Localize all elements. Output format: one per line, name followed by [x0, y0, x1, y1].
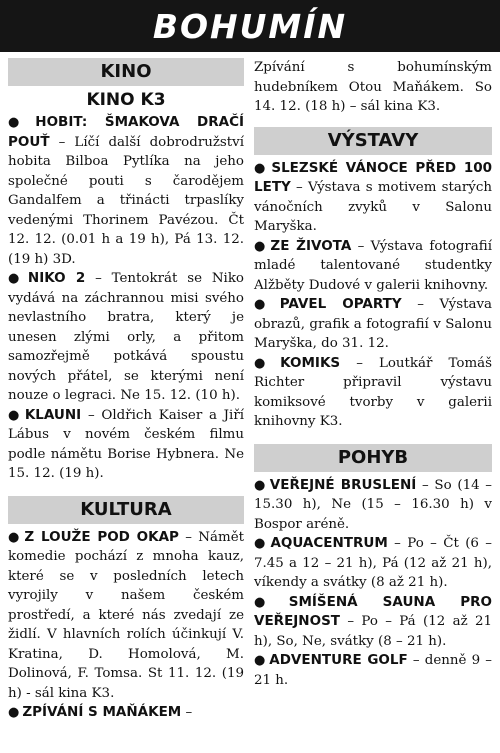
listing-name: KOMIKS [280, 354, 341, 371]
listing-item [254, 593, 492, 652]
listing-text: – Výstava fotografií mladé talentované studentky Alžběty Dudové v galerii knihovny. [254, 238, 493, 293]
listing-name: SLEZSKÉ VÁNOCE PŘED 100 LETY [254, 159, 493, 195]
bullet-icon: ● [254, 238, 268, 254]
bullet-icon: ● [254, 160, 269, 176]
listing-item [8, 703, 244, 723]
listing-text: – Výstava s motivem starých vánočních zvyků v Salonu Maryška. [254, 180, 492, 234]
listing-text: – Po – Čt (6 – 7.45 a 12 – 21 h), Pá (12 až 21 h), víkendy a svátky (8 až 21 h). [254, 536, 492, 590]
spacer [8, 484, 244, 496]
listing-text: – Výstava obrazů, grafik a fotografií v Salonu Maryška, do 31. 12. [254, 297, 493, 351]
listing-item [254, 159, 492, 237]
listing-item [254, 534, 492, 593]
listing-item [8, 528, 244, 704]
bullet-icon: ● [254, 594, 286, 610]
left-column [8, 58, 244, 723]
listing-item [254, 476, 492, 535]
bullet-icon: ● [8, 407, 22, 423]
listing-item [8, 113, 244, 269]
listing-name: Z LOUŽE POD OKAP [24, 528, 179, 545]
listing-item [254, 651, 492, 690]
listing-text: – [181, 705, 193, 720]
page-title: BOHUMÍN [152, 6, 348, 46]
listing-name: NIKO 2 [27, 270, 86, 286]
listing-text: – So (14 – 15.30 h), Ne (15 – 16.30 h) v Bospor aréně. [254, 477, 493, 532]
spacer [254, 117, 492, 127]
listing-item [254, 354, 492, 432]
bullet-icon: ● [8, 115, 33, 130]
listing-item [254, 295, 492, 354]
listing-name: AQUACENTRUM [270, 535, 388, 551]
listing-text: – Líčí další dobrodružství hobita Bilboa Pytlíka na jeho společné pouti s čarodějem Gandalfem a třinácti trpaslíky vedenými Thorinem Pavézou. Čt 12. 12. (0.01 h a 19 h), Pá 13. 12. (19 h) 3D. [8, 134, 244, 267]
bullet-icon: ● [8, 529, 22, 545]
bullet-icon: ● [8, 705, 20, 720]
listing-item [8, 406, 244, 484]
section-heading-vystavy: VÝSTAVY [254, 127, 492, 155]
listing-name: HOBIT: ŠMAKOVA DRAČÍ POUŤ [8, 114, 244, 150]
bullet-icon: ● [254, 477, 267, 493]
section-heading-pohyb: POHYB [254, 444, 492, 472]
listing-name: ADVENTURE GOLF [269, 652, 408, 668]
listing-text: – Námět komedie pochází z mnoha kauz, které se v posledních letech vyrojily v našem českém prostředí, a které nás zvedají ze židlí. V hlavních rolích účinkují V. Kratina, D. Homolová, M. Dolinová, F. Tomsa. St 11. 12. (19 h) - sál kina K3. [8, 529, 245, 701]
listing-name: PAVEL OPARTY [279, 296, 402, 312]
listing-item [254, 237, 492, 296]
bullet-icon: ● [254, 653, 267, 668]
listing-name: KLAUNI [24, 406, 82, 423]
listing-text: – denně 9 – 21 h. [254, 653, 493, 688]
header-banner [0, 0, 500, 52]
bullet-icon: ● [254, 355, 278, 371]
right-column [254, 58, 492, 690]
continued-text: Zpívání s bohumínským hudebníkem Otou Maňákem. So 14. 12. (18 h) – sál kina K3. [254, 60, 492, 114]
bullet-icon: ● [254, 297, 277, 312]
listing-text: – Tentokrát se Niko vydává na záchrannou misi svého nevlastního bratra, který je unesen zlými orly, a přitom samozřejmě potkává spoustu nových přátel, se kterými není nouze o legraci. Ne 15. 12. (10 h). [8, 271, 244, 403]
listing-name: VEŘEJNÉ BRUSLENÍ [269, 476, 417, 493]
listing-text: – Oldřich Kaiser a Jiří Lábus v novém českém filmu podle námětu Borise Hybnera. Ne 15. 12. (19 h). [8, 407, 245, 481]
listing-name: ZE ŽIVOTA [270, 237, 352, 254]
listing-name: ZPÍVÁNÍ S MAŇÁKEM [22, 704, 182, 720]
subheading-kino-k3: KINO K3 [86, 90, 166, 110]
listing-text: – Po – Pá (12 až 21 h), So, Ne, svátky (8 – 21 h). [254, 614, 492, 649]
listing-item [8, 269, 244, 406]
section-heading-kino: KINO [8, 58, 244, 86]
bullet-icon: ● [254, 536, 268, 551]
bullet-icon: ● [8, 271, 25, 286]
section-heading-kultura: KULTURA [8, 496, 244, 524]
listing-name: SMÍŠENÁ SAUNA PRO VEŘEJNOST [254, 593, 492, 629]
spacer [254, 432, 492, 444]
listing-text: – Loutkář Tomáš Richter připravil výstavu komiksové tvorby v galerii knihovny K3. [254, 355, 492, 429]
